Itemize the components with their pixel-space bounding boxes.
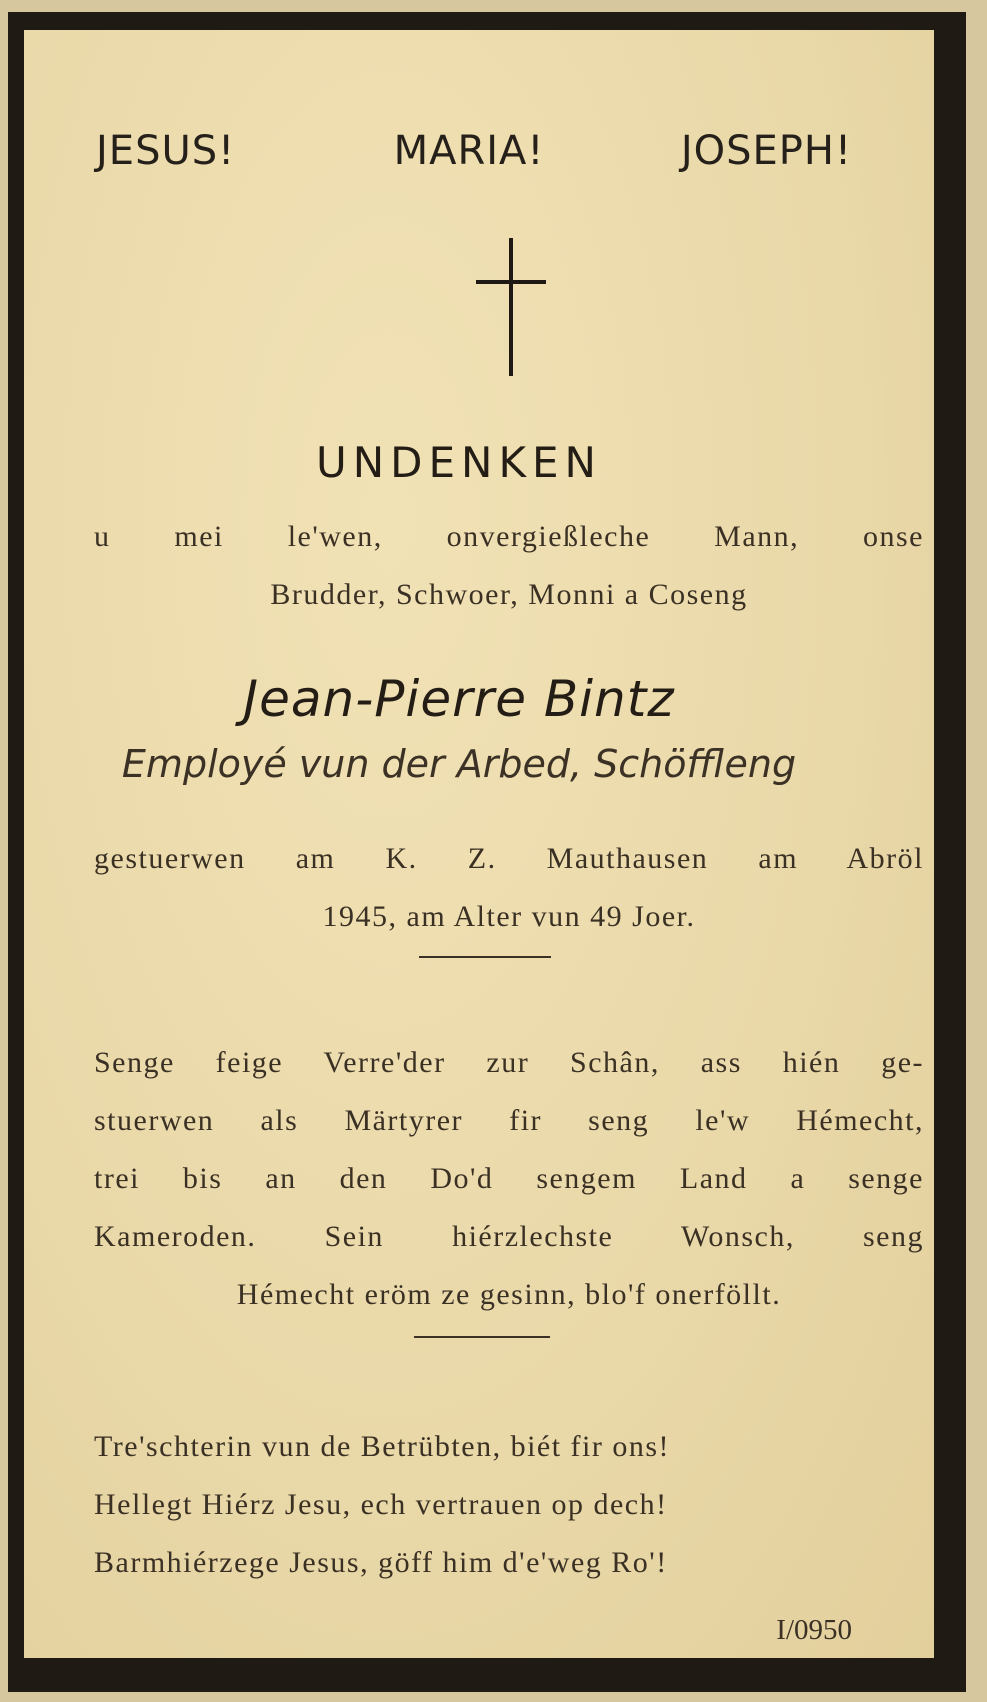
tribute-line-3: trei bis an den Do'd sengem Land a senge	[94, 1162, 924, 1195]
divider-1	[419, 956, 551, 958]
invocation-jesus: JESUS!	[96, 128, 236, 174]
tribute-line-1: Senge feige Verre'der zur Schân, ass hién ge-	[94, 1046, 924, 1079]
deceased-occupation: Employé vun der Arbed, Schöffleng	[121, 742, 797, 786]
tribute-line-5: Hémecht eröm ze gesinn, blo'f onerföllt.	[236, 1278, 782, 1311]
prayer-line-2: Hellegt Hiérz Jesu, ech vertrauen op dech!	[94, 1488, 668, 1521]
tribute-line-2: stuerwen als Märtyrer fir seng le'w Hémecht,	[94, 1104, 924, 1137]
death-line-2: 1945, am Alter vun 49 Joer.	[322, 900, 696, 933]
cross-icon	[476, 238, 546, 378]
divider-2	[414, 1336, 550, 1338]
card-title: UNDENKEN	[316, 438, 602, 487]
intro-line-1: u mei le'wen, onvergießleche Mann, onse	[94, 520, 924, 553]
invocation-joseph: JOSEPH!	[680, 128, 852, 174]
memorial-card	[24, 30, 934, 1658]
invocation-maria: MARIA!	[393, 128, 545, 174]
tribute-line-4: Kameroden. Sein hiérzlechste Wonsch, seng	[94, 1220, 924, 1253]
prayer-line-1: Tre'schterin vun de Betrübten, biét fir ons!	[94, 1430, 671, 1463]
death-line-1: gestuerwen am K. Z. Mauthausen am Abröl	[94, 842, 924, 875]
deceased-name: Jean-Pierre Bintz	[243, 670, 675, 728]
print-reference: I/0950	[776, 1614, 852, 1646]
intro-line-2: Brudder, Schwoer, Monni a Coseng	[270, 578, 748, 611]
prayer-line-3: Barmhiérzege Jesus, göff him d'e'weg Ro'!	[94, 1546, 668, 1579]
